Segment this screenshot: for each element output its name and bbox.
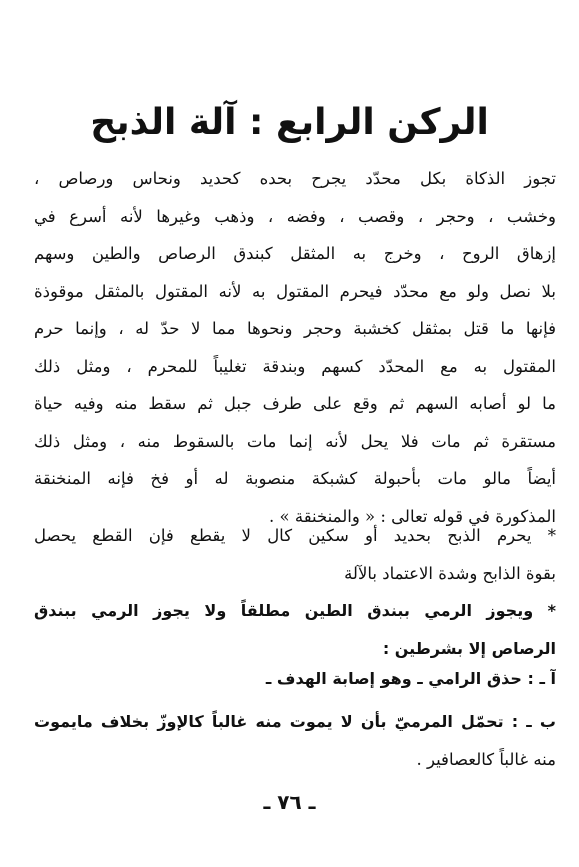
- text-line: الرصاص إلا بشرطين :: [382, 638, 556, 658]
- text-line: * ويجوز الرمي ببندق الطين مطلقاً ولا يجوز الرمي ببندق: [34, 601, 556, 620]
- text-line: * يحرم الذبح بحديد أو سكين كال لا يقطع فإن القطع يحصل: [34, 526, 556, 545]
- text-line: تجوز الذكاة بكل محدّد يجرح بحده كحديد ونحاس ورصاص ،: [34, 169, 556, 188]
- text-line: المقتول به مع المحدّد كسهم وبندقة تغليباً للمحرم ، ومثل ذلك: [34, 356, 556, 376]
- text-line: إزهاق الروح ، وخرج به المثقل كبندق الرصاص والطين وسهم: [34, 244, 556, 263]
- text-line: وخشب ، وحجر ، وقصب ، وفضه ، وذهب وغيرها لأنه أسرع في: [34, 206, 556, 226]
- text-line: منه غالباً كالعصافير .: [416, 749, 556, 769]
- text-line: أيضاً مالو مات بأحبولة كشبكة منصوبة له أو فخ فإنه المنخنقة: [34, 469, 556, 488]
- text-line: بقوة الذابح وشدة الاعتماد بالآلة: [344, 563, 556, 583]
- text-line: فإنها ما قتل بمثقل كخشبة وحجر ونحوها مما لا حدّ له ، وإنما حرم: [34, 319, 556, 338]
- condition-a: [34, 660, 556, 698]
- paragraph-dull-knife: [34, 517, 556, 592]
- text-line: آ ـ : حذق الرامي ـ وهو إصابة الهدف ـ: [265, 669, 556, 688]
- page-title: الركن الرابع : آلة الذبح: [90, 102, 489, 143]
- text-line: ما لو أصابه السهم ثم وقع على طرف جبل ثم سقط منه وفيه حياة: [34, 394, 556, 413]
- condition-b: [34, 703, 556, 778]
- text-line: بلا نصل ولو مع محدّد فيحرم المقتول به لأنه المقتول بالمثقل موقوذة: [34, 281, 556, 301]
- paragraph-slaughter-tools: [34, 160, 556, 535]
- paragraph-shooting: [34, 592, 556, 667]
- text-line: مستقرة ثم مات فلا يحل لأنه إنما مات بالسقوط منه ، ومثل ذلك: [34, 431, 556, 451]
- text-line: المذكورة في قوله تعالى : « والمنخنقة » .: [269, 506, 556, 526]
- text-line: ب ـ : تحمّل المرميّ بأن لا يموت منه غالباً كالإوزّ بخلاف مايموت: [34, 712, 556, 731]
- page-number: ـ ٧٦ ـ: [263, 790, 316, 814]
